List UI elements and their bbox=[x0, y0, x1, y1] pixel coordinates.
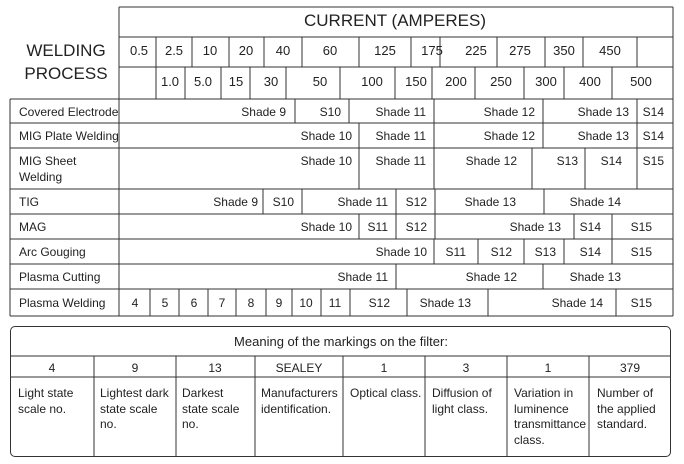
marking-code: 3 bbox=[462, 361, 470, 375]
shade-cell: S15 bbox=[630, 220, 652, 234]
shade-cell: S14 bbox=[579, 220, 601, 234]
marking-code: 1 bbox=[380, 361, 388, 375]
shade-cell: S12 bbox=[405, 195, 427, 209]
marking-code: 379 bbox=[619, 361, 641, 375]
marking-code: 4 bbox=[48, 361, 56, 375]
shade-cell: Shade 10 bbox=[300, 154, 352, 168]
shade-cell: Shade 14 bbox=[551, 296, 603, 310]
marking-meaning: Number of the applied standard. bbox=[597, 386, 656, 431]
tick-lower: 250 bbox=[490, 74, 512, 89]
marking-code: SEALEY bbox=[275, 361, 323, 375]
shade-cell: Shade 13 bbox=[464, 195, 516, 209]
shade-cell: Shade 11 bbox=[375, 105, 426, 119]
shade-cell: 5 bbox=[161, 296, 169, 310]
tick-upper: 20 bbox=[238, 43, 254, 58]
shade-cell: Shade 10 bbox=[300, 220, 352, 234]
shade-cell: S12 bbox=[368, 296, 390, 310]
shade-cell: Shade 9 bbox=[213, 195, 258, 209]
shade-cell: S10 bbox=[319, 105, 341, 119]
shade-cell: Shade 13 bbox=[577, 129, 629, 143]
shade-cell: 9 bbox=[275, 296, 283, 310]
shade-cell: S10 bbox=[272, 195, 294, 209]
shade-cell: Shade 11 bbox=[375, 154, 426, 168]
shade-cell: Shade 10 bbox=[375, 245, 427, 259]
shade-cell: 8 bbox=[247, 296, 255, 310]
tick-upper: 0.5 bbox=[129, 43, 149, 58]
shade-cell: S15 bbox=[642, 154, 664, 168]
process-name: MIG Sheet bbox=[19, 154, 77, 168]
tick-upper: 275 bbox=[509, 43, 531, 58]
tick-upper: 350 bbox=[553, 43, 575, 58]
marking-code: 9 bbox=[131, 361, 139, 375]
process-name: MIG Plate Welding bbox=[19, 129, 119, 143]
shade-cell: S13 bbox=[534, 245, 556, 259]
shade-cell: Shade 11 bbox=[337, 270, 388, 284]
shade-cell: Shade 11 bbox=[337, 195, 388, 209]
shade-cell: 10 bbox=[299, 296, 313, 310]
marking-code: 1 bbox=[544, 361, 552, 375]
shade-cell: Shade 13 bbox=[577, 105, 629, 119]
shade-cell: S14 bbox=[642, 129, 664, 143]
tick-lower: 200 bbox=[445, 74, 467, 89]
tick-lower: 400 bbox=[579, 74, 601, 89]
shade-cell: Shade 9 bbox=[241, 105, 286, 119]
tick-lower: 30 bbox=[263, 74, 279, 89]
process-name: Welding bbox=[19, 170, 63, 184]
shade-cell: Shade 12 bbox=[483, 129, 535, 143]
process-name: Plasma Welding bbox=[19, 296, 106, 310]
shade-cell: S14 bbox=[579, 245, 601, 259]
tick-upper: 40 bbox=[275, 43, 291, 58]
welding-process-heading-line1: WELDING bbox=[26, 41, 106, 60]
tick-lower: 100 bbox=[361, 74, 383, 89]
tick-lower: 300 bbox=[535, 74, 557, 89]
shade-cell: S14 bbox=[642, 105, 664, 119]
tick-lower: 500 bbox=[630, 74, 652, 89]
markings-title: Meaning of the markings on the filter: bbox=[234, 334, 448, 349]
shade-cell: Shade 13 bbox=[569, 270, 621, 284]
shade-cell: 4 bbox=[131, 296, 139, 310]
tick-lower: 1.0 bbox=[160, 74, 180, 89]
shade-cell: S14 bbox=[600, 154, 622, 168]
shade-cell: Shade 12 bbox=[465, 154, 517, 168]
process-name: Plasma Cutting bbox=[19, 270, 101, 284]
shade-cell: Shade 10 bbox=[300, 129, 352, 143]
shade-cell: Shade 12 bbox=[483, 105, 535, 119]
shade-cell: S11 bbox=[367, 220, 388, 234]
marking-meaning: Optical class. bbox=[350, 386, 422, 400]
marking-meaning: Manufacturers identification. bbox=[261, 386, 338, 416]
shade-cell: S11 bbox=[445, 245, 466, 259]
marking-meaning: Lightest dark state scale no. bbox=[100, 386, 169, 431]
process-name: Arc Gouging bbox=[19, 245, 86, 259]
shade-cell: 11 bbox=[328, 296, 342, 310]
shade-cell: S15 bbox=[630, 296, 652, 310]
tick-lower: 50 bbox=[312, 74, 328, 89]
tick-upper: 2.5 bbox=[164, 43, 184, 58]
tick-upper: 225 bbox=[465, 43, 487, 58]
shade-cell: S15 bbox=[630, 245, 652, 259]
shade-cell: Shade 11 bbox=[375, 129, 426, 143]
shade-cell: Shade 13 bbox=[509, 220, 561, 234]
tick-lower: 150 bbox=[405, 74, 427, 89]
marking-code: 13 bbox=[208, 361, 222, 375]
tick-upper: 60 bbox=[322, 43, 338, 58]
shade-cell: 7 bbox=[218, 296, 226, 310]
process-name: TIG bbox=[19, 195, 39, 209]
tick-upper: 10 bbox=[202, 43, 218, 58]
tick-lower: 15 bbox=[228, 74, 244, 89]
shade-cell: 6 bbox=[190, 296, 198, 310]
shade-cell: S13 bbox=[556, 154, 578, 168]
marking-meaning: Variation in luminence transmittance class. bbox=[514, 386, 587, 447]
tick-upper: 125 bbox=[374, 43, 396, 58]
welding-process-heading-line2: PROCESS bbox=[24, 64, 108, 83]
marking-meaning: Light state scale no. bbox=[18, 386, 74, 416]
shade-cell: Shade 14 bbox=[569, 195, 621, 209]
current-amperes-heading: CURRENT (AMPERES) bbox=[304, 11, 486, 30]
tick-upper: 450 bbox=[599, 43, 621, 58]
process-name: Covered Electrode bbox=[19, 105, 119, 119]
shade-cell: S12 bbox=[405, 220, 427, 234]
shade-cell: S12 bbox=[490, 245, 512, 259]
marking-meaning: Darkest state scale no. bbox=[182, 386, 240, 431]
tick-upper: 175 bbox=[421, 43, 443, 58]
shade-cell: Shade 12 bbox=[465, 270, 517, 284]
marking-meaning: Diffusion of light class. bbox=[432, 386, 492, 416]
tick-lower: 5.0 bbox=[193, 74, 213, 89]
process-name: MAG bbox=[19, 220, 47, 234]
shade-cell: Shade 13 bbox=[419, 296, 471, 310]
